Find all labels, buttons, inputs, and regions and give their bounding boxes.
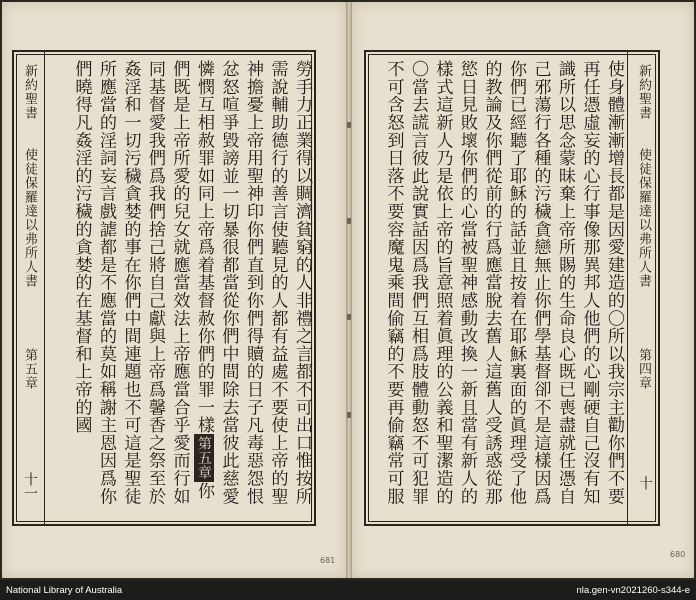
left-page-number: 十一 [22,472,38,500]
left-chapter-label: 第五章 [22,348,37,390]
right-chapter-label: 第四章 [636,348,651,390]
binding-tick [347,412,351,418]
binding-tick [347,122,351,128]
book-spread [2,2,694,578]
left-body-part2: 你們既是上帝所愛的兒女就應當效法上帝應當合乎愛而行如同基督愛我們爲我們捨己將自己獻與上帝爲馨香之祭至於姦淫和一切污穢貪婪的事在你們中間連題也不可這是聖徒所應當的淫詞妄言戲謔都是不應當的莫如稱謝主恩因爲你們曉得凡姦淫的污穢的貪婪的在基督和上帝的國 [71,60,214,505]
right-page-header-column [627,52,658,524]
left-page-header-column [14,52,45,524]
right-body-text: 使身體漸漸增長都是因愛建造的〇所以我宗主勸你們不要再任憑虛妄的心行事像那異邦人他們的心剛硬自己沒有知識所以思念蒙昧棄上帝所賜的生命良心既已喪盡就任憑自己邪蕩行各種的污穢貪戀無止你們學基督卻不是這樣因爲你們已經聽了耶穌的話並且按着在耶穌裏面的眞理受了他的教論及你們從前的行爲應當脫去舊人這舊人受誘惑從那慾日見敗壞你們的心當被聖神感動改換一新且當有新人的樣式這新人乃是依上帝的旨意照着眞理的公義和聖潔造的〇當去謊言彼此說實話因爲我們互相爲肢體動怒不可犯罪不可含怒到日落不要容魔鬼乘間偷竊的不要再偷竊常可服 [383,60,624,505]
binding-tick [347,314,351,320]
right-page-stamp: 680 [670,550,686,559]
left-page-stamp: 681 [320,556,336,565]
left-body-part1: 勞手力正業得以賙濟貧窮的人非禮之言都不可出口惟按所需說輔助德行的善言使聽見的人都有益處不要使上帝的聖神擔憂上帝用聖神印你們直到你們得贖的日子凡毒惡怨恨忿怒喧爭毀謗並一切暴很都當從你們中間除去當彼此慈愛憐憫互相赦罪如同上帝爲着基督赦你們的罪一樣 [194,60,312,505]
footer-library-name: National Library of Australia [6,585,123,596]
right-page [352,2,694,578]
chapter-start-marker: 第五章 [196,435,212,480]
left-running-title: 新約聖書 [22,64,37,120]
left-page-frame [12,50,316,526]
left-section-title: 使徒保羅達以弗所人書 [22,148,37,288]
right-running-title: 新約聖書 [636,64,651,120]
footer-item-id: nla.gen-vn2021260-s344-e [576,585,690,596]
left-body-text [48,60,314,512]
binding-tick [347,218,351,224]
right-section-title: 使徒保羅達以弗所人書 [636,148,651,288]
left-page [2,2,346,578]
right-page-number: 十 [637,476,653,490]
library-footer [0,580,696,600]
right-page-frame [364,50,660,526]
